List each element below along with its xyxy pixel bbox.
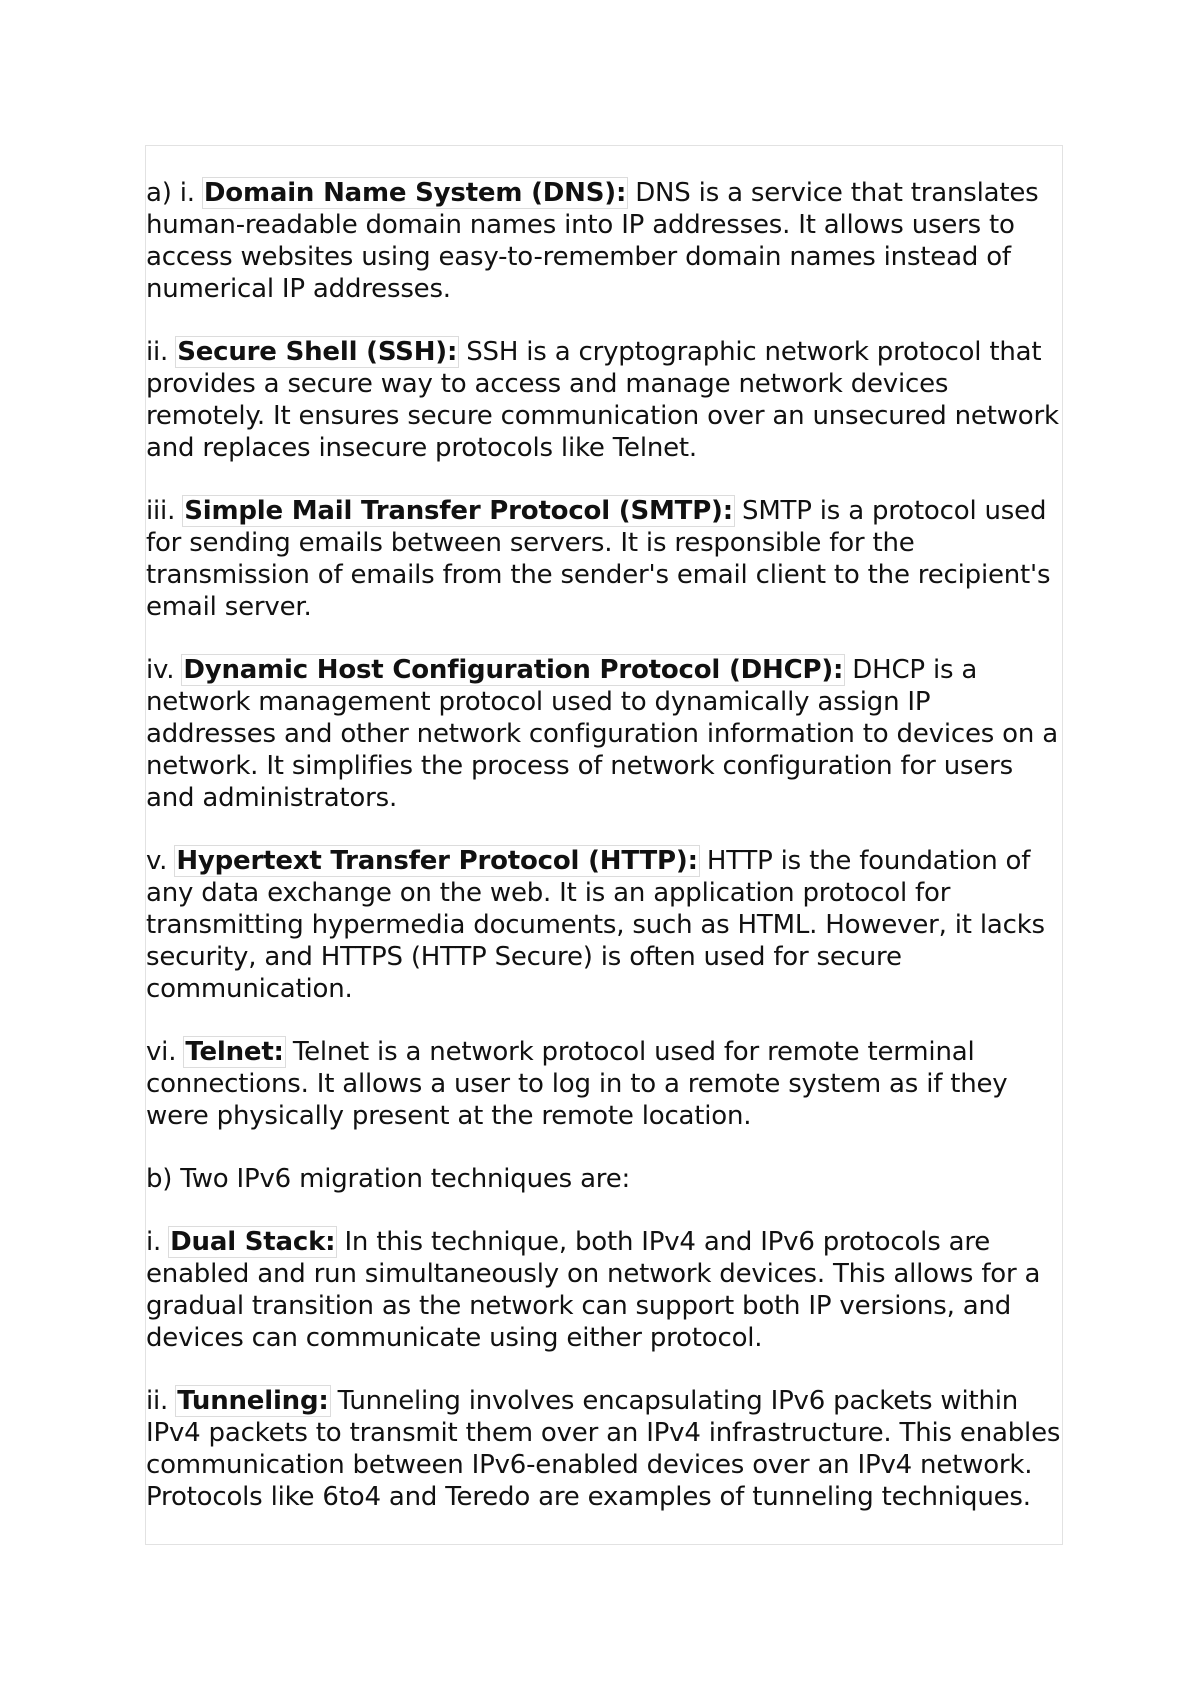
definition-text: DNS is a service that translates human-readable domain names into IP addresses. It allows users to access websites using easy-to-remember domain names instead of numerical IP addresses. [146,178,1039,304]
term-dns: Domain Name System (DNS): [203,178,627,208]
item-prefix: i. [146,1227,162,1257]
definition-dhcp [146,654,1066,814]
definition-text: DHCP is a network management protocol used to dynamically assign IP addresses and other network configuration information to devices on a network. It simplifies the process of network configuration for users and administrators. [146,655,1058,813]
item-prefix: ii. [146,1386,169,1416]
technique-text: Tunneling involves encapsulating IPv6 packets within IPv4 packets to transmit them over an IPv4 infrastructure. This enables communication between IPv6-enabled devices over an IPv4 network. Protocols like 6to4 and Teredo are examples of tunneling techniques. [146,1386,1061,1512]
definition-dns [146,177,1066,305]
definition-http [146,845,1066,1005]
definition-telnet [146,1036,1066,1132]
term-smtp: Simple Mail Transfer Protocol (SMTP): [184,496,733,526]
term-ssh: Secure Shell (SSH): [177,337,458,367]
item-prefix: iv. [146,655,175,685]
item-prefix: iii. [146,496,176,526]
term-telnet: Telnet: [185,1037,284,1067]
definition-ssh [146,336,1066,464]
item-prefix: v. [146,846,168,876]
definition-smtp [146,495,1066,623]
technique-dual-stack [146,1226,1066,1354]
term-http: Hypertext Transfer Protocol (HTTP): [176,846,698,876]
item-prefix: vi. [146,1037,177,1067]
item-prefix: a) i. [146,178,195,208]
term-tunneling: Tunneling: [177,1386,329,1416]
definition-text: Telnet is a network protocol used for remote terminal connections. It allows a user to log in to a remote system as if they were physically present at the remote location. [146,1037,1008,1131]
section-b-intro: b) Two IPv6 migration techniques are: [146,1164,631,1194]
definition-text: HTTP is the foundation of any data exchange on the web. It is an application protocol for transmitting hypermedia documents, such as HTML. However, it lacks security, and HTTPS (HTTP Secure) is often used for secure communication. [146,846,1045,1004]
technique-tunneling [146,1385,1066,1513]
definition-text: SSH is a cryptographic network protocol that provides a secure way to access and manage network devices remotely. It ensures secure communication over an unsecured network and replaces insecure protocols like Telnet. [146,337,1059,463]
term-dual-stack: Dual Stack: [170,1227,336,1257]
document-body [146,177,1066,1544]
term-dhcp: Dynamic Host Configuration Protocol (DHCP): [183,655,844,685]
technique-text: In this technique, both IPv4 and IPv6 protocols are enabled and run simultaneously on network devices. This allows for a gradual transition as the network can support both IP versions, and devices can communicate using either protocol. [146,1227,1041,1353]
definition-text: SMTP is a protocol used for sending emails between servers. It is responsible for the transmission of emails from the sender's email client to the recipient's email server. [146,496,1051,622]
item-prefix: ii. [146,337,169,367]
